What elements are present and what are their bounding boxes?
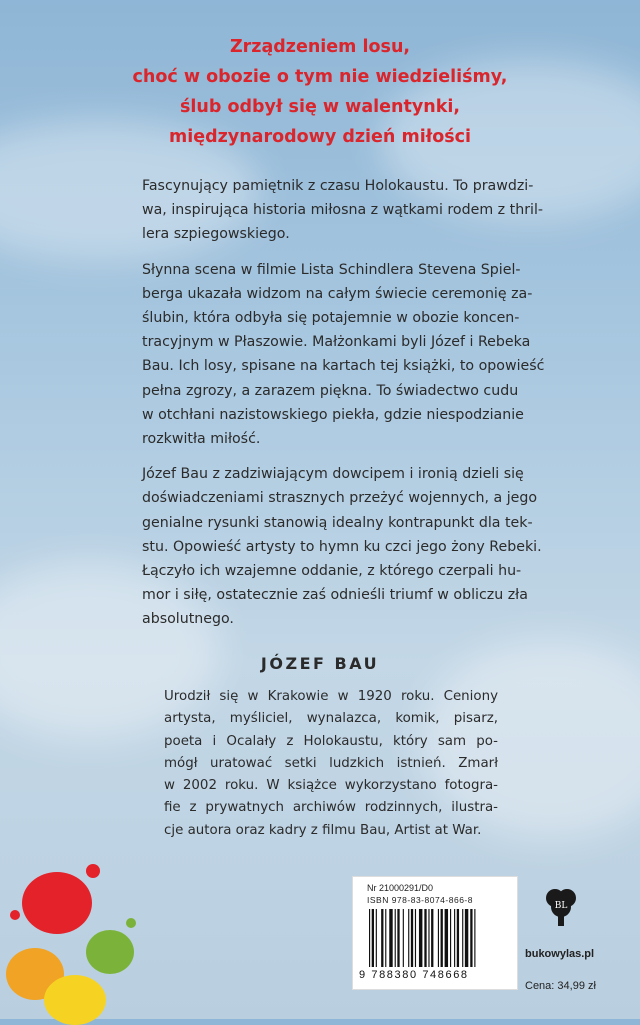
text-line: Łączyło ich wzajemne oddanie, z którego czerpali hu- bbox=[142, 563, 522, 580]
catalog-number: Nr 21000291/D0 bbox=[367, 883, 434, 893]
paint-splatter-yellow bbox=[44, 975, 106, 1025]
text-line: stu. Opowieść artysty to hymn ku czci jego żony Rebeki. bbox=[142, 538, 542, 555]
barcode-bars bbox=[367, 909, 509, 967]
author-bio bbox=[164, 686, 498, 842]
text-line: Słynna scena w filmie Lista Schindlera Stevena Spiel- bbox=[142, 261, 521, 278]
text-line: Bau. Ich losy, spisane na kartach tej książki, to opowieść bbox=[142, 358, 545, 375]
publisher-logo-icon bbox=[543, 886, 579, 932]
isbn: ISBN 978-83-8074-866-8 bbox=[367, 895, 473, 905]
text-line: Fascynujący pamiętnik z czasu Holokaustu. To prawdzi- bbox=[142, 178, 534, 194]
text-line: doświadczeniami strasznych przeżyć wojennych, a jego bbox=[142, 490, 538, 507]
publisher-logo-text: BL bbox=[554, 901, 568, 911]
text-line: w otchłani nazistowskiego piekła, gdzie niespodzianie bbox=[142, 406, 524, 423]
bio-line: w 2002 roku. W książce wykorzystano fotogra- bbox=[164, 778, 498, 794]
paint-splatter-red bbox=[22, 872, 92, 934]
text-line: Józef Bau z zadziwiającym dowcipem i ironią dzieli się bbox=[142, 466, 524, 483]
text-line: ślubin, która odbyła się potajemnie w obozie koncen- bbox=[142, 310, 520, 327]
bio-line: Urodził się w Krakowie w 1920 roku. Ceniony bbox=[164, 689, 498, 704]
publisher-url[interactable]: bukowylas.pl bbox=[525, 948, 595, 960]
tagline-line: ślub odbył się w walentynki, bbox=[179, 97, 461, 117]
text-line: genialne rysunki stanowią idealny kontrapunkt dla tek- bbox=[142, 514, 533, 531]
text-line: berga ukazała widzom na całym świecie ceremonię za- bbox=[142, 285, 533, 302]
bio-line: poeta i Ocalały z Holokaustu, który sam po- bbox=[164, 733, 498, 749]
tagline bbox=[0, 32, 640, 152]
book-description bbox=[142, 174, 545, 643]
author-heading: JÓZEF BAU bbox=[260, 654, 380, 673]
tagline-line: Zrządzeniem losu, bbox=[229, 37, 411, 57]
tagline-line: międzynarodowy dzień miłości bbox=[168, 127, 472, 147]
bio-line: artysta, myśliciel, wynalazca, komik, pisarz, bbox=[164, 711, 498, 727]
text-line: absolutnego. bbox=[142, 611, 234, 628]
price: Cena: 34,99 zł bbox=[525, 980, 596, 992]
description-paragraph bbox=[142, 258, 545, 452]
paint-splatter-red bbox=[86, 864, 100, 878]
barcode-digits: 9 788380 748668 bbox=[359, 969, 469, 981]
text-line: pełna zgrozy, a zarazem piękna. To świadectwo cudu bbox=[142, 382, 519, 399]
paint-splatter-red bbox=[10, 910, 20, 920]
tagline-line: choć w obozie o tym nie wiedzieliśmy, bbox=[132, 67, 508, 87]
description-paragraph bbox=[142, 174, 544, 247]
paint-splatter-green bbox=[126, 918, 136, 928]
text-line: mor i siłę, ostatecznie zaś odnieśli triumf w obliczu zła bbox=[142, 587, 528, 604]
text-line: wa, inspirująca historia miłosna z wątkami rodem z thril- bbox=[142, 202, 544, 219]
barcode-box bbox=[352, 876, 518, 990]
bio-line: cje autora oraz kadry z filmu Bau, Artist at War. bbox=[164, 822, 482, 838]
text-line: rozkwitła miłość. bbox=[142, 431, 261, 448]
bio-line: fie z prywatnych archiwów rodzinnych, ilustra- bbox=[164, 800, 498, 816]
text-line: lera szpiegowskiego. bbox=[142, 226, 290, 243]
bio-line: mógł uratować setki ludzkich istnień. Zmarł bbox=[164, 755, 498, 771]
paint-splatter-green bbox=[86, 930, 134, 974]
description-paragraph bbox=[142, 462, 542, 631]
text-line: tracyjnym w Płaszowie. Małżonkami byli Józef i Rebeka bbox=[142, 334, 531, 351]
